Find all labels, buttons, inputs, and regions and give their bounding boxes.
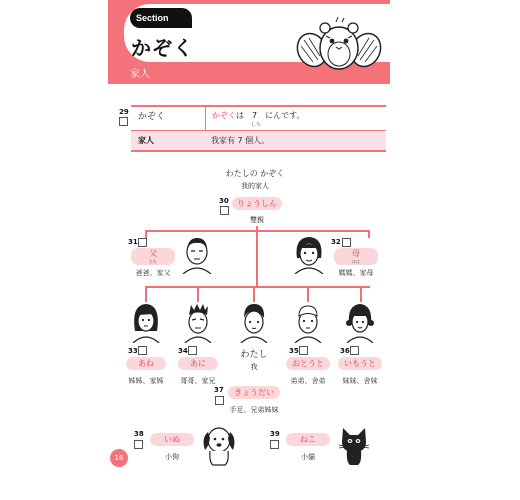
- parents-translation: 雙親: [250, 216, 264, 224]
- mother-translation: 媽媽、家母: [338, 269, 374, 277]
- brother-stub: [197, 286, 199, 302]
- tree-title-translation: 我的家人: [241, 182, 269, 190]
- tree-trunk: [256, 226, 258, 288]
- mother-number: 32: [331, 238, 341, 246]
- table-top-line: [131, 105, 386, 107]
- older-sister-translation: 姊姊、家姊: [128, 377, 164, 385]
- dog-checkbox[interactable]: [134, 440, 143, 449]
- cat-illustration: [338, 426, 370, 466]
- siblings-label: きょうだい: [228, 386, 280, 399]
- example-sentence: [212, 111, 304, 121]
- father-label: 父: [149, 249, 157, 258]
- entry-checkbox[interactable]: [119, 117, 128, 126]
- dog-label: いぬ: [150, 433, 194, 446]
- parents-checkbox[interactable]: [220, 206, 229, 215]
- siblings-number: 37: [214, 386, 224, 394]
- page-number: 16: [110, 449, 128, 467]
- section-number: 3: [170, 9, 179, 26]
- section-badge: [130, 8, 192, 28]
- older-brother-checkbox[interactable]: [188, 346, 197, 355]
- section-word: Section: [136, 13, 169, 23]
- me-label: わたし: [240, 350, 268, 360]
- dog-translation: 小狗: [165, 453, 179, 461]
- sister-stub: [145, 286, 147, 302]
- me-stub: [253, 286, 255, 302]
- younger-brother-label: おとうと: [286, 357, 330, 370]
- parents-bar: [145, 230, 370, 232]
- older-sister-illustration: [131, 301, 161, 343]
- mother-stub: [368, 230, 370, 238]
- younger-sister-label: いもうと: [338, 357, 382, 370]
- me-translation: 我: [250, 363, 258, 371]
- father-illustration: [180, 234, 214, 274]
- mother-pill: [334, 248, 378, 265]
- younger-sister-checkbox[interactable]: [350, 346, 359, 355]
- older-brother-translation: 哥哥、家兄: [180, 377, 216, 385]
- father-translation: 爸爸、家父: [135, 269, 171, 277]
- sentence-translation: 我家有 7 個人。: [211, 136, 270, 145]
- parents-number: 30: [219, 197, 229, 205]
- tree-title: わたしの かぞく: [225, 169, 285, 178]
- dog-number: 38: [134, 430, 144, 438]
- children-bar: [145, 286, 370, 288]
- example-sentence-word: かぞく: [212, 111, 236, 120]
- older-sister-number: 33: [128, 347, 138, 355]
- cat-translation: 小貓: [301, 453, 315, 461]
- cat-number: 39: [270, 430, 280, 438]
- mother-illustration: [292, 234, 326, 274]
- siblings-checkbox[interactable]: [215, 396, 224, 405]
- furigana: しち: [251, 122, 262, 128]
- parents-label: りょうしん: [232, 197, 282, 210]
- cat-label: ねこ: [286, 433, 330, 446]
- ysister-stub: [360, 286, 362, 302]
- older-sister-checkbox[interactable]: [138, 346, 147, 355]
- mother-label: 母: [352, 249, 360, 258]
- page-subtitle: 家人: [130, 69, 150, 80]
- older-sister-label: あね: [126, 357, 166, 370]
- vocab-meaning: 家人: [138, 136, 154, 145]
- older-brother-label: あに: [178, 357, 218, 370]
- me-illustration: [239, 301, 269, 343]
- younger-brother-number: 35: [289, 347, 299, 355]
- father-reading: ちち: [149, 259, 157, 264]
- vocab-word: かぞく: [138, 112, 166, 122]
- father-checkbox[interactable]: [138, 238, 147, 247]
- mother-checkbox[interactable]: [342, 238, 351, 247]
- table-bottom-line: [131, 150, 386, 152]
- older-brother-number: 34: [178, 347, 188, 355]
- ybrother-stub: [307, 286, 309, 302]
- entry-number: 29: [119, 108, 129, 116]
- younger-brother-translation: 弟弟、舍弟: [290, 377, 326, 385]
- younger-brother-checkbox[interactable]: [299, 346, 308, 355]
- father-stub: [145, 230, 147, 238]
- hamster-illustration: [296, 14, 382, 72]
- father-number: 31: [128, 238, 138, 246]
- page-title: かぞく: [131, 36, 194, 60]
- dog-illustration: [201, 424, 237, 466]
- mother-reading: はは: [352, 259, 360, 264]
- younger-brother-illustration: [293, 301, 323, 343]
- father-pill: [131, 248, 175, 265]
- younger-sister-number: 36: [340, 347, 350, 355]
- younger-sister-illustration: [345, 301, 375, 343]
- example-sentence-rest: は 7 にんです。: [236, 111, 305, 120]
- younger-sister-translation: 妹妹、舍妹: [342, 377, 378, 385]
- older-brother-illustration: [183, 301, 213, 343]
- siblings-translation: 手足、兄弟姊妹: [229, 406, 279, 414]
- cat-checkbox[interactable]: [270, 440, 279, 449]
